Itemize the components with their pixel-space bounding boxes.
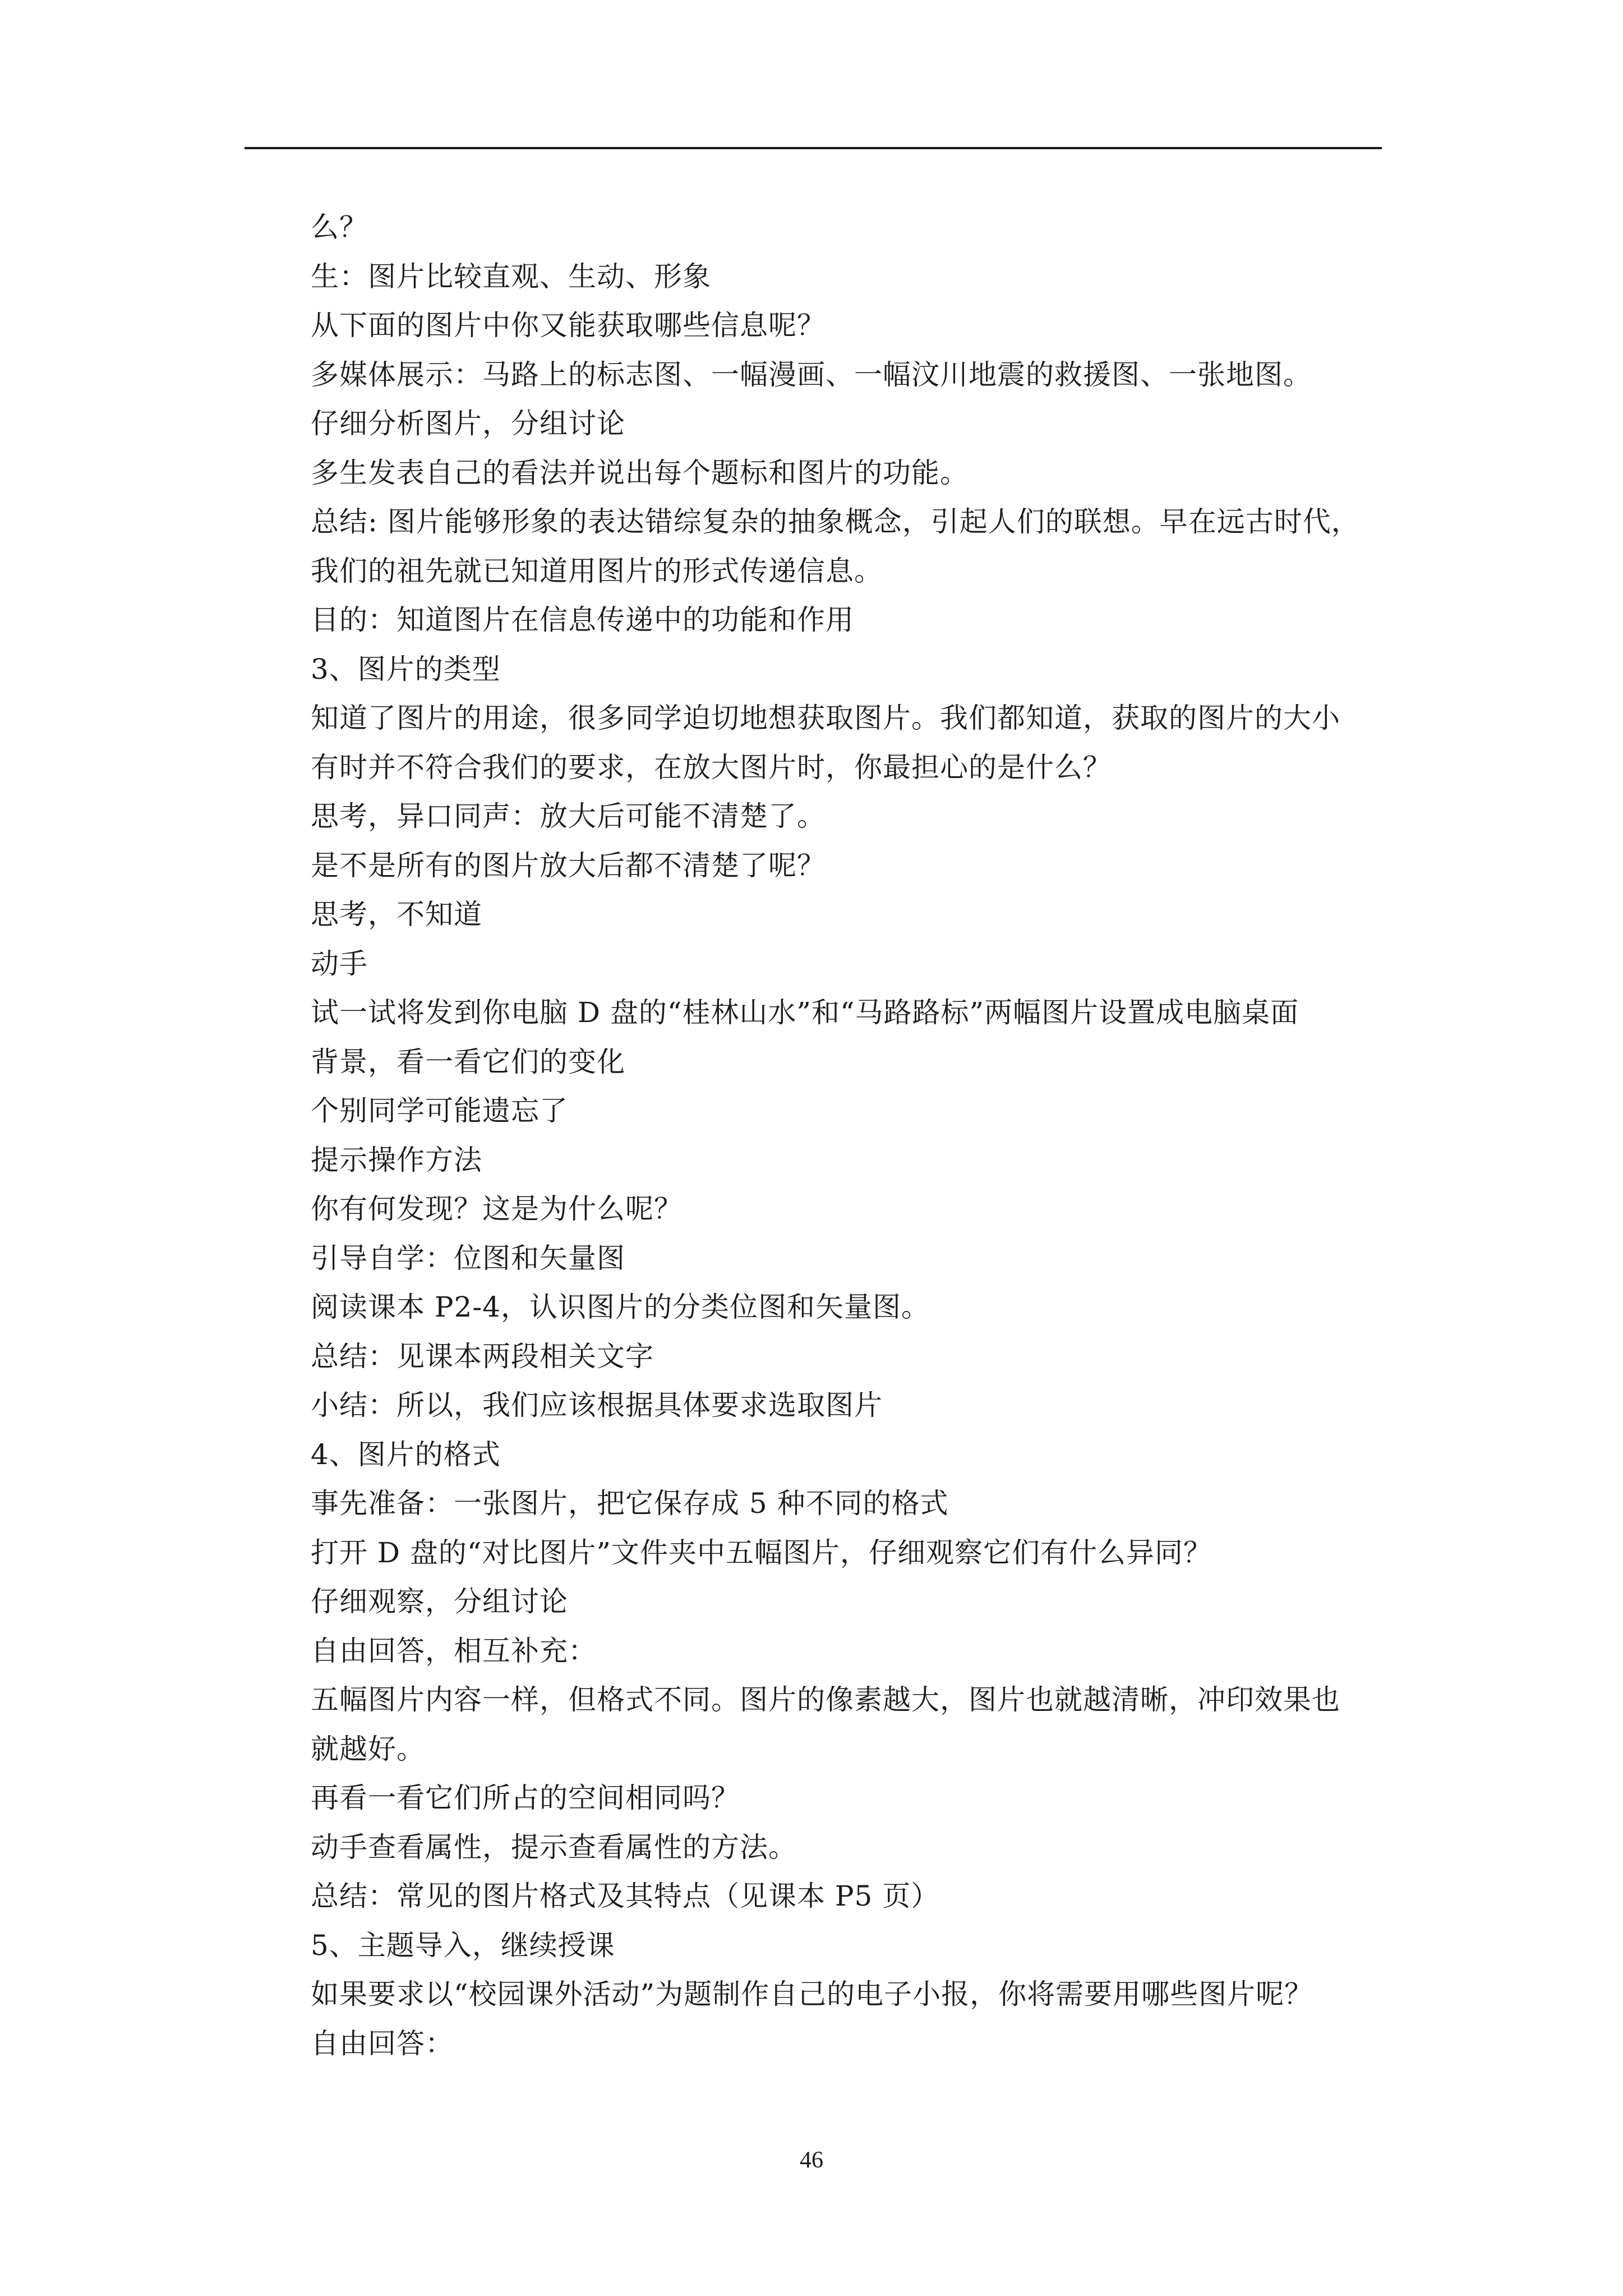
section-heading: 3、图片的类型	[311, 652, 501, 685]
text-line: 生：图片比较直观、生动、形象	[311, 260, 711, 293]
text-line: 知道了图片的用途，很多同学迫切地想获取图片。我们都知道，获取的图片的大小	[311, 702, 1340, 734]
section-heading: 4、图片的格式	[311, 1438, 501, 1471]
text-line: 五幅图片内容一样，但格式不同。图片的像素越大，图片也就越清晰，冲印效果也	[311, 1683, 1340, 1716]
text-line: 如果要求以“校园课外活动”为题制作自己的电子小报，你将需要用哪些图片呢？	[311, 1978, 1313, 2010]
text-line: 总结: 图片能够形象的表达错综复杂的抽象概念，引起人们的联想。早在远古时代，	[311, 505, 1360, 538]
text-line: 阅读课本 P2-4，认识图片的分类位图和矢量图。	[311, 1291, 930, 1323]
text-line: 总结：常见的图片格式及其特点（见课本 P5 页）	[311, 1880, 940, 1912]
text-line: 么？	[311, 211, 368, 243]
text-line: 思考，异口同声：放大后可能不清楚了。	[311, 800, 826, 832]
text-line: 从下面的图片中你又能获取哪些信息呢？	[311, 309, 826, 342]
text-line: 小结：所以，我们应该根据具体要求选取图片	[311, 1389, 883, 1421]
text-line: 你有何发现？这是为什么呢？	[311, 1193, 683, 1225]
text-line: 总结：见课本两段相关文字	[311, 1340, 654, 1373]
header-rule	[245, 147, 1382, 149]
text-line: 我们的祖先就已知道用图片的形式传递信息。	[311, 554, 883, 587]
text-line: 背景，看一看它们的变化	[311, 1045, 625, 1078]
text-line: 就越好。	[311, 1732, 425, 1765]
text-line: 个别同学可能遗忘了	[311, 1094, 568, 1127]
text-line: 仔细分析图片，分组讨论	[311, 407, 625, 440]
text-line: 自由回答：	[311, 2027, 454, 2060]
text-line: 有时并不符合我们的要求，在放大图片时，你最担心的是什么？	[311, 751, 1112, 784]
text-line: 思考，不知道	[311, 898, 482, 931]
text-line: 事先准备：一张图片，把它保存成 5 种不同的格式	[311, 1487, 949, 1520]
page-number: 46	[800, 2147, 823, 2173]
text-line: 引导自学：位图和矢量图	[311, 1241, 625, 1274]
text-line: 多生发表自己的看法并说出每个题标和图片的功能。	[311, 456, 969, 489]
text-line: 提示操作方法	[311, 1143, 482, 1176]
text-line: 目的：知道图片在信息传递中的功能和作用	[311, 604, 854, 636]
text-line: 是不是所有的图片放大后都不清楚了呢？	[311, 849, 826, 882]
text-line: 动手	[311, 947, 368, 980]
text-line: 多媒体展示：马路上的标志图、一幅漫画、一幅汶川地震的救援图、一张地图。	[311, 358, 1312, 391]
text-line: 自由回答，相互补充：	[311, 1634, 597, 1667]
page-body	[311, 203, 1382, 2068]
text-line: 仔细观察，分组讨论	[311, 1585, 568, 1618]
section-heading: 5、主题导入，继续授课	[311, 1929, 615, 1962]
text-line: 打开 D 盘的“对比图片”文件夹中五幅图片，仔细观察它们有什么异同？	[311, 1536, 1212, 1569]
text-line: 再看一看它们所占的空间相同吗？	[311, 1782, 740, 1814]
text-line: 动手查看属性，提示查看属性的方法。	[311, 1830, 797, 1864]
text-line: 试一试将发到你电脑 D 盘的“桂林山水”和“马路路标”两幅图片设置成电脑桌面	[311, 996, 1299, 1029]
